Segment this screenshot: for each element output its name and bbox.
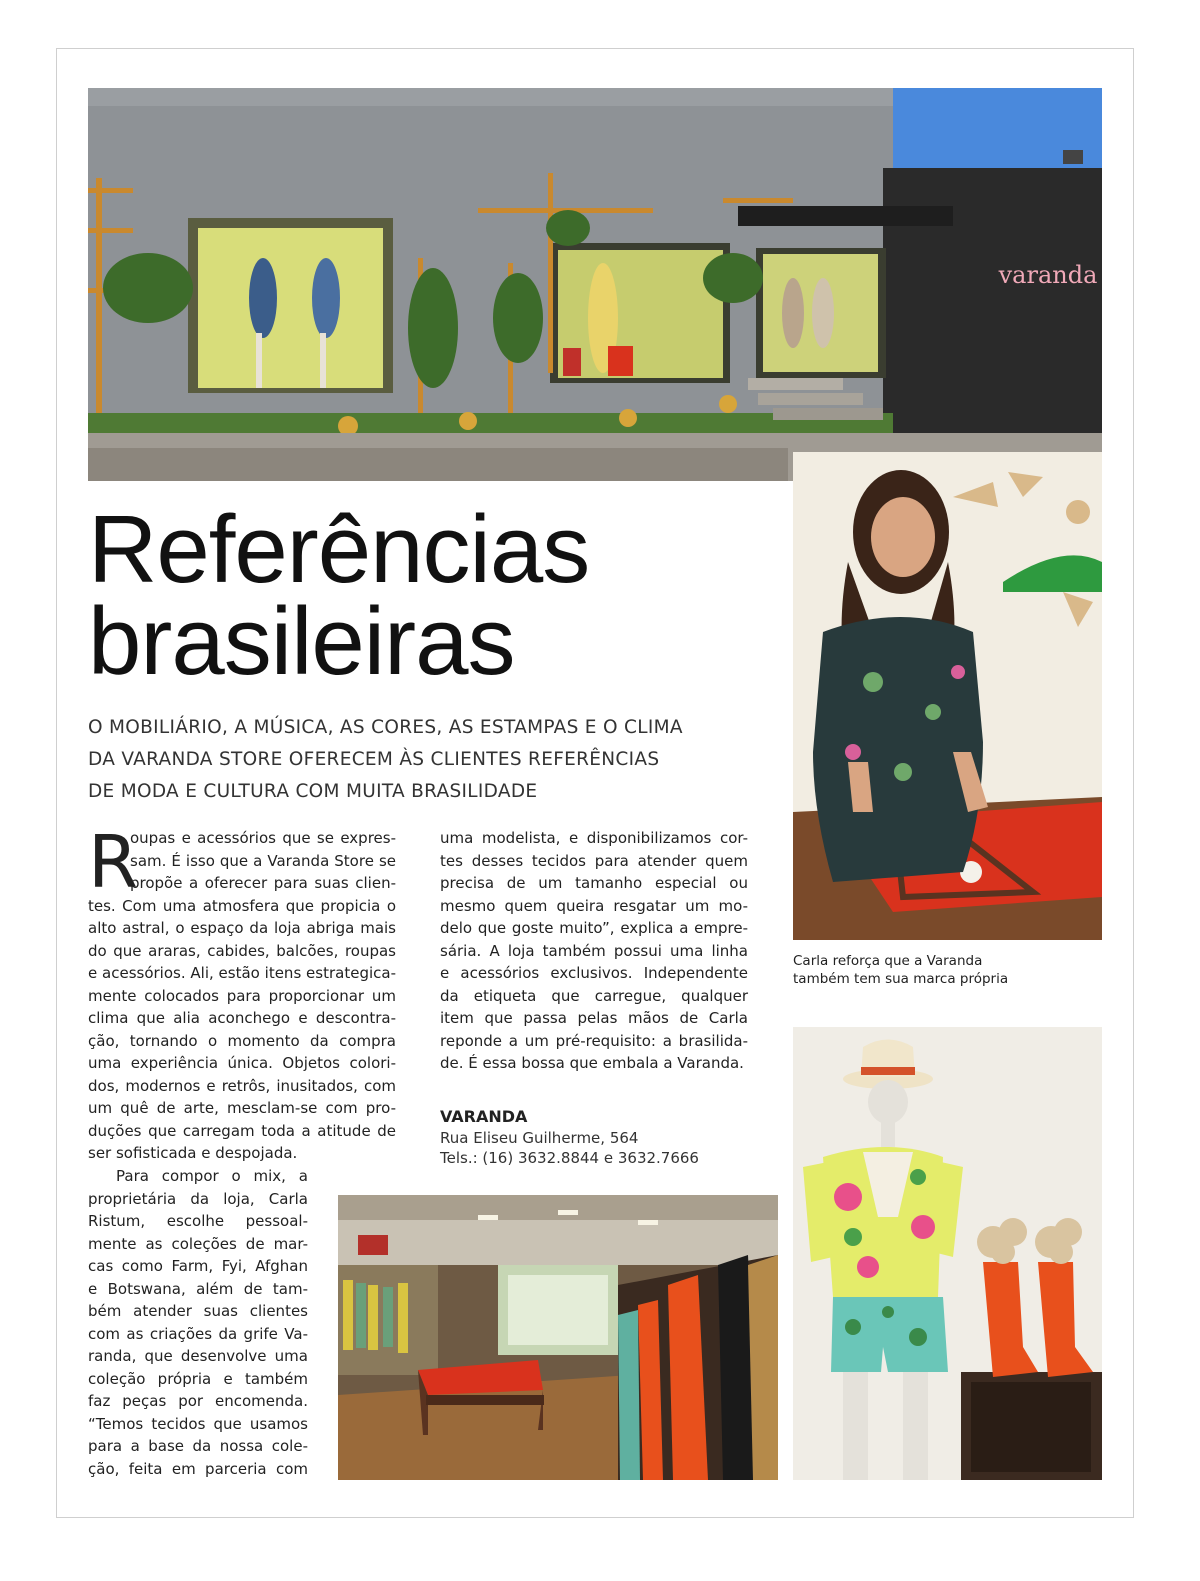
body-line: faz peças por encomenda. xyxy=(88,1392,308,1410)
body-column-1 xyxy=(88,820,396,1165)
body-line: tes. Com uma atmosfera que propicia o xyxy=(88,896,396,915)
headline-line-2: brasileiras xyxy=(88,588,515,695)
deck xyxy=(88,712,728,808)
photo-caption xyxy=(793,952,1102,988)
caption-line: Carla reforça que a Varanda xyxy=(793,953,983,969)
body-line: e acessórios exclusivos. Independente xyxy=(440,964,748,982)
body-line: coleção própria e também xyxy=(88,1369,308,1388)
portrait-photo xyxy=(793,452,1102,940)
body-column-2 xyxy=(440,827,748,1075)
store-name: VARANDA xyxy=(440,1107,528,1126)
body-line: Ristum, escolhe pessoal- xyxy=(88,1212,308,1230)
body-line: delo que goste muito”, explica a empre- xyxy=(440,919,748,937)
body-line: com as criações da grife Va- xyxy=(88,1324,308,1343)
body-line: reponde a um pré-requisito: a brasilida- xyxy=(440,1031,748,1050)
body-line: item que passa pelas mãos de Carla xyxy=(440,1009,748,1027)
body-line: uma modelista, e disponibilizamos cor- xyxy=(440,829,748,847)
body-line: ção, tornando o momento da compra xyxy=(88,1031,396,1050)
body-line: oupas e acessórios que se expres- xyxy=(130,829,396,847)
deck-line: DE MODA E CULTURA COM MUITA BRASILIDADE xyxy=(88,781,538,802)
storefront-photo xyxy=(88,88,1102,481)
body-line: randa, que desenvolve uma xyxy=(88,1347,308,1365)
body-line: do que araras, cabides, balcões, roupas xyxy=(88,941,396,960)
body-line: mente as coleções de mar- xyxy=(88,1234,308,1253)
store-address: Rua Eliseu Guilherme, 564 xyxy=(440,1129,639,1147)
body-line: da etiqueta que carregue, qualquer xyxy=(440,986,748,1005)
body-line: “Temos tecidos que usamos xyxy=(88,1414,308,1433)
drop-cap: R xyxy=(88,820,139,904)
body-line: para a base da nossa cole- xyxy=(88,1437,308,1455)
deck-line: O MOBILIÁRIO, A MÚSICA, AS CORES, AS ESTAMPAS E O CLIMA xyxy=(88,717,683,738)
mannequin-photo xyxy=(793,1027,1102,1480)
body-line: mesmo quem queira resgatar um mo- xyxy=(440,896,748,915)
store-phones: Tels.: (16) 3632.8844 e 3632.7666 xyxy=(440,1149,699,1167)
body-line: precisa de um tamanho especial ou xyxy=(440,874,748,892)
headline xyxy=(88,496,728,695)
interior-photo xyxy=(338,1195,778,1480)
body-line: proprietária da loja, Carla xyxy=(88,1189,308,1208)
body-line: dos, modernos e retrôs, inusitados, com xyxy=(88,1076,396,1095)
store-info xyxy=(440,1106,760,1168)
body-line: propõe a oferecer para suas clien- xyxy=(130,874,396,892)
body-column-1-continued xyxy=(88,1165,308,1480)
body-line: mente colocados para proporcionar um xyxy=(88,986,396,1005)
body-line: um quê de arte, mesclam-se com pro- xyxy=(88,1099,396,1117)
body-line: clima que alia aconchego e descontra- xyxy=(88,1009,396,1027)
body-line: ser sofisticada e despojada. xyxy=(88,1144,298,1162)
body-line: e acessórios. Ali, estão itens estrategica- xyxy=(88,964,396,982)
body-line: ção, feita em parceria com xyxy=(88,1459,308,1478)
body-line: de. É essa bossa que embala a Varanda. xyxy=(440,1054,744,1072)
body-line: cas como Farm, Fyi, Afghan xyxy=(88,1257,308,1275)
body-line: bém atender suas clientes xyxy=(88,1302,308,1320)
body-line: duções que carregam toda a atitude de xyxy=(88,1121,396,1140)
body-line: e Botswana, além de tam- xyxy=(88,1279,308,1298)
storefront-sign: varanda xyxy=(998,261,1098,289)
headline-line-1: Referências xyxy=(88,496,590,603)
body-line: sária. A loja também possui uma linha xyxy=(440,941,748,960)
body-line: Para compor o mix, a xyxy=(116,1167,308,1185)
body-line: sam. É isso que a Varanda Store se xyxy=(130,851,396,870)
deck-line: DA VARANDA STORE OFERECEM ÀS CLIENTES REFERÊNCIAS xyxy=(88,749,660,770)
caption-line: também tem sua marca própria xyxy=(793,971,1009,987)
body-line: alto astral, o espaço da loja abriga mais xyxy=(88,919,396,937)
body-line: tes desses tecidos para atender quem xyxy=(440,851,748,870)
body-line: uma experiência única. Objetos colori- xyxy=(88,1054,396,1072)
